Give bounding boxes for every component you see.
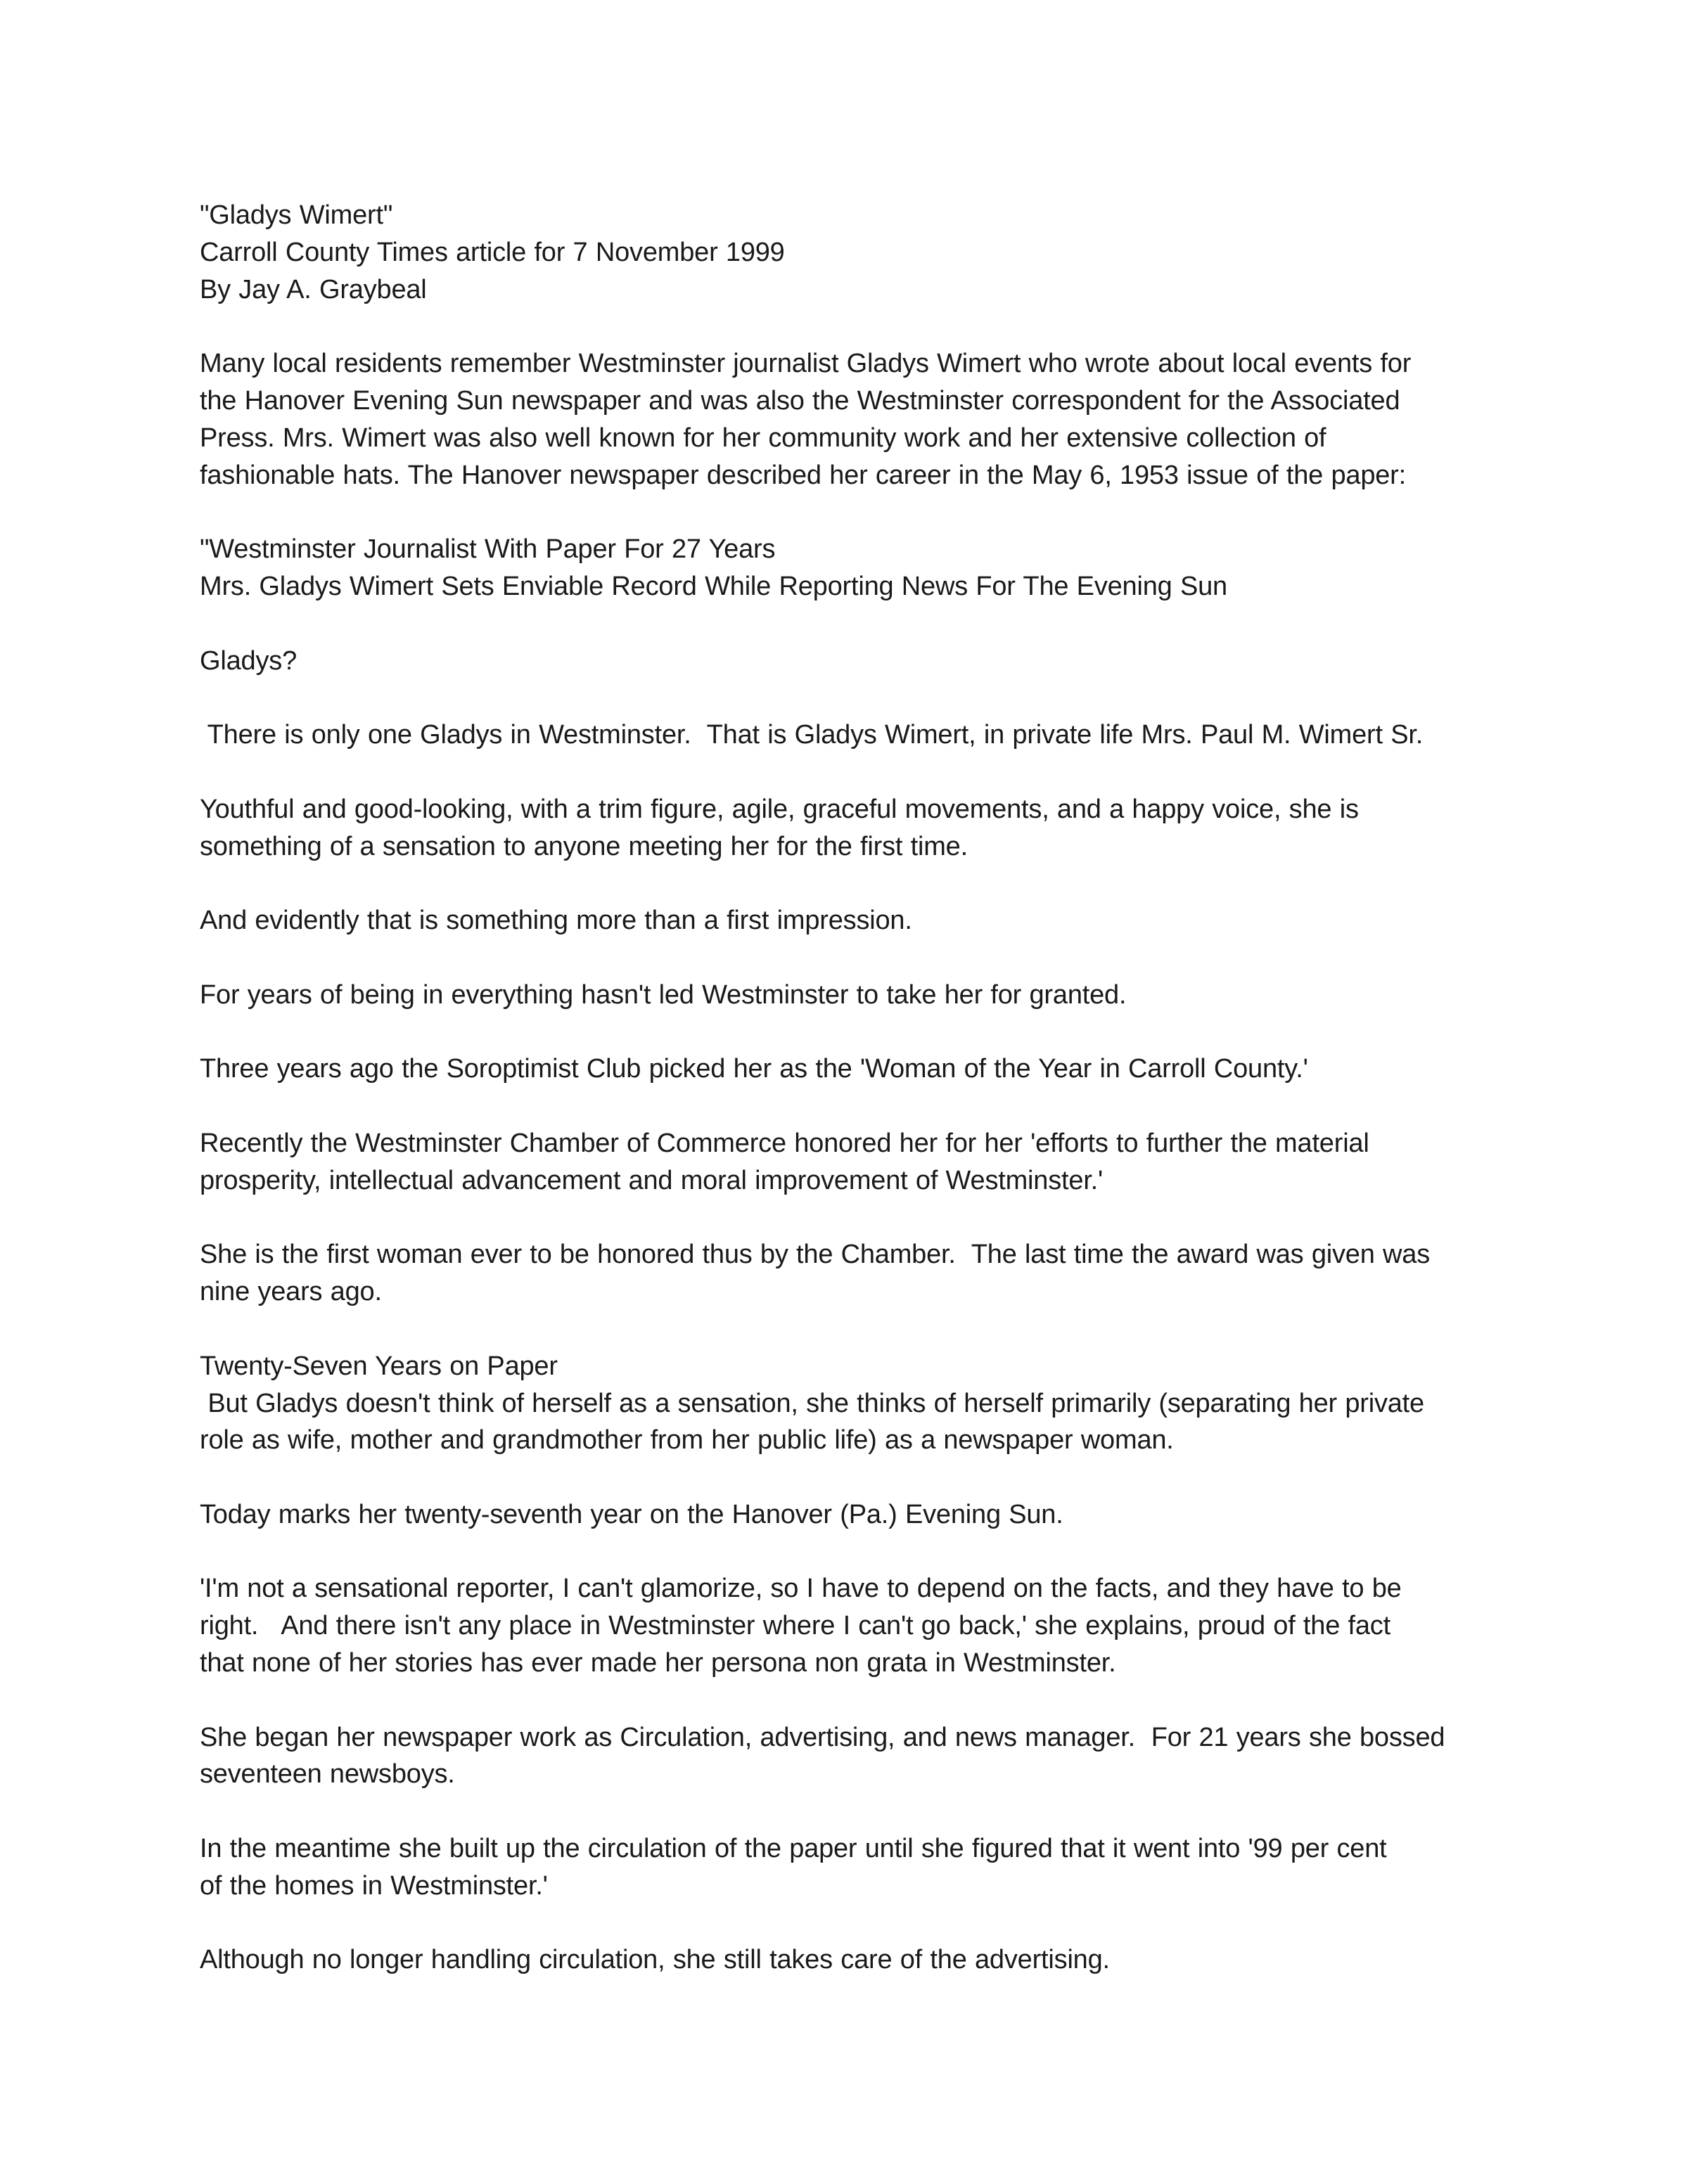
text-line: 'I'm not a sensational reporter, I can't glamorize, so I have to depend on the facts, and they have to be <box>200 1574 1402 1604</box>
text-line: Three years ago the Soroptimist Club picked her as the 'Woman of the Year in Carroll County.' <box>200 1054 1308 1084</box>
text-line: nine years ago. <box>200 1277 382 1307</box>
section-subheading: Twenty-Seven Years on Paper <box>200 1351 558 1381</box>
paragraph <box>200 1719 1501 1794</box>
headline-line: "Westminster Journalist With Paper For 27 Years <box>200 534 776 565</box>
text-line: seventeen newsboys. <box>200 1759 455 1790</box>
text-line: Today marks her twenty-seventh year on the Hanover (Pa.) Evening Sun. <box>200 1499 1063 1529</box>
paragraph <box>200 1236 1501 1311</box>
text-line: something of a sensation to anyone meeting her for the first time. <box>200 831 968 861</box>
text-line: that none of her stories has ever made her persona non grata in Westminster. <box>200 1648 1116 1678</box>
text-line: In the meantime she built up the circulation of the paper until she figured that it went into '99 per cent <box>200 1834 1387 1864</box>
text-line: Many local residents remember Westminster journalist Gladys Wimert who wrote about local events for <box>200 349 1412 379</box>
publication-line: Carroll County Times article for 7 November 1999 <box>200 237 785 267</box>
text-line: She began her newspaper work as Circulation, advertising, and news manager. For 21 years she bossed <box>200 1722 1445 1752</box>
text-line: And evidently that is something more than a first impression. <box>200 906 912 936</box>
text-line: There is only one Gladys in Westminster. That is Gladys Wimert, in private life Mrs. Paul M. Wimert Sr. <box>200 720 1424 750</box>
subheadline-line: Mrs. Gladys Wimert Sets Enviable Record While Reporting News For The Evening Sun <box>200 571 1227 601</box>
quoted-headline <box>200 531 1501 605</box>
paragraph <box>200 717 1501 754</box>
text-line: For years of being in everything hasn't led Westminster to take her for granted. <box>200 979 1127 1010</box>
text-line: the Hanover Evening Sun newspaper and was also the Westminster correspondent for the Associated <box>200 385 1400 416</box>
article-header <box>200 197 1501 308</box>
paragraph <box>200 1496 1501 1534</box>
article-title: "Gladys Wimert" <box>200 200 393 230</box>
text-line: role as wife, mother and grandmother from her public life) as a newspaper woman. <box>200 1425 1174 1456</box>
text-line: right. And there isn't any place in Westminster where I can't go back,' she explains, proud of the fact <box>200 1611 1390 1641</box>
paragraph <box>200 977 1501 1014</box>
paragraph <box>200 1830 1501 1905</box>
article-body <box>200 197 1501 2016</box>
text-line: Press. Mrs. Wimert was also well known for her community work and her extensive collection of <box>200 423 1326 453</box>
text-line: Gladys? <box>200 645 298 676</box>
paragraph <box>200 1348 1501 1459</box>
paragraph <box>200 1570 1501 1681</box>
text-line: prosperity, intellectual advancement and moral improvement of Westminster.' <box>200 1165 1104 1195</box>
text-line: But Gladys doesn't think of herself as a sensation, she thinks of herself primarily (separating her private <box>200 1388 1424 1418</box>
paragraph <box>200 1941 1501 1979</box>
paragraph <box>200 1125 1501 1200</box>
text-line: Although no longer handling circulation, she still takes care of the advertising. <box>200 1945 1110 1975</box>
text-line: Youthful and good-looking, with a trim figure, agile, graceful movements, and a happy voice, she is <box>200 794 1359 824</box>
text-line: of the homes in Westminster.' <box>200 1870 548 1901</box>
text-line: fashionable hats. The Hanover newspaper described her career in the May 6, 1953 issue of the paper: <box>200 460 1406 490</box>
paragraph <box>200 1051 1501 1088</box>
text-line: Recently the Westminster Chamber of Commerce honored her for her 'efforts to further the material <box>200 1128 1369 1158</box>
byline: By Jay A. Graybeal <box>200 274 427 304</box>
paragraph <box>200 902 1501 939</box>
paragraph <box>200 643 1501 680</box>
paragraph <box>200 791 1501 866</box>
text-line: She is the first woman ever to be honored thus by the Chamber. The last time the award was given was <box>200 1240 1431 1270</box>
intro-paragraph <box>200 345 1501 494</box>
